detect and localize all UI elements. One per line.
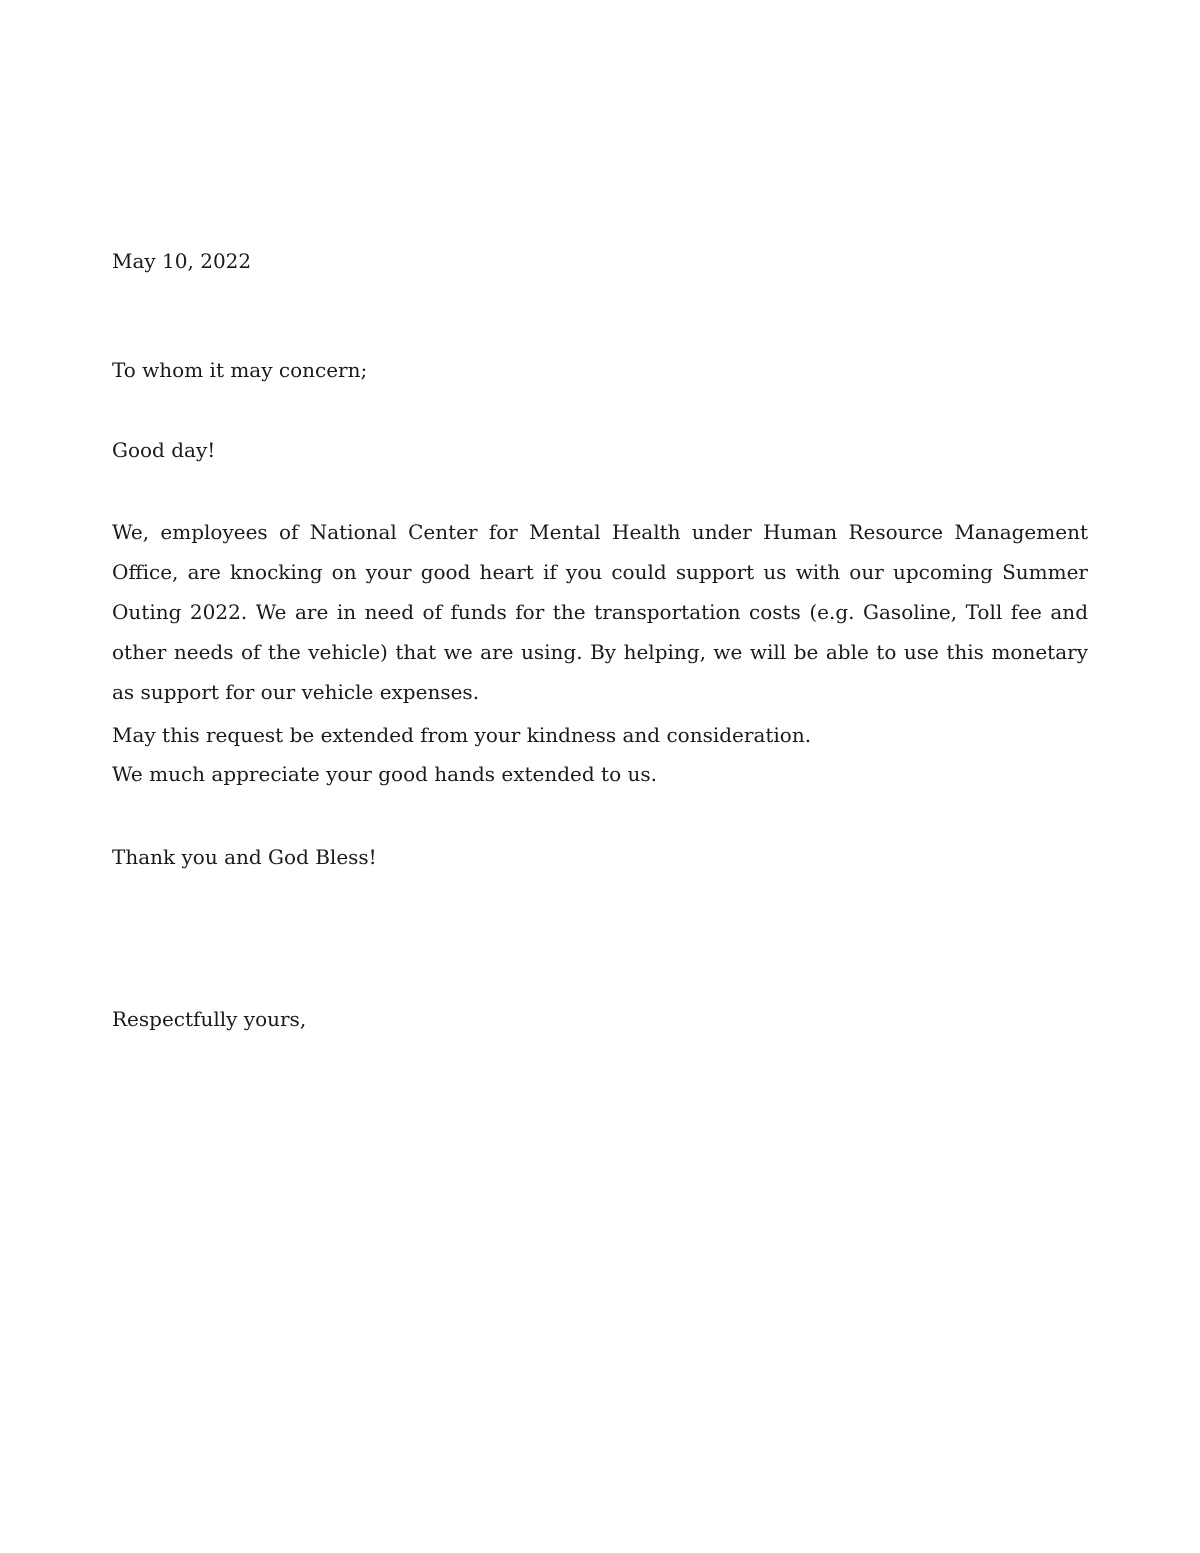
request-line-2: We much appreciate your good hands extended to us. (112, 762, 657, 786)
letter-greeting: Good day! (112, 438, 216, 462)
letter-body: We, employees of National Center for Mental Health under Human Resource Management Office, are knocking on your good heart if you could support us with our upcoming Summer Outing 2022. We are in need of funds for the transportation costs (e.g. Gasoline, Toll fee and other needs of the vehicle) that we are using. By helping, we will be able to use this monetary as support for our vehicle expenses. (112, 520, 1088, 704)
letter-closing: Respectfully yours, (112, 1007, 307, 1031)
letter-request (112, 716, 1088, 794)
letter-date: May 10, 2022 (112, 249, 252, 273)
letter-salutation: To whom it may concern; (112, 358, 368, 382)
request-line-1: May this request be extended from your kindness and consideration. (112, 723, 812, 747)
letter-thanks: Thank you and God Bless! (112, 845, 377, 869)
